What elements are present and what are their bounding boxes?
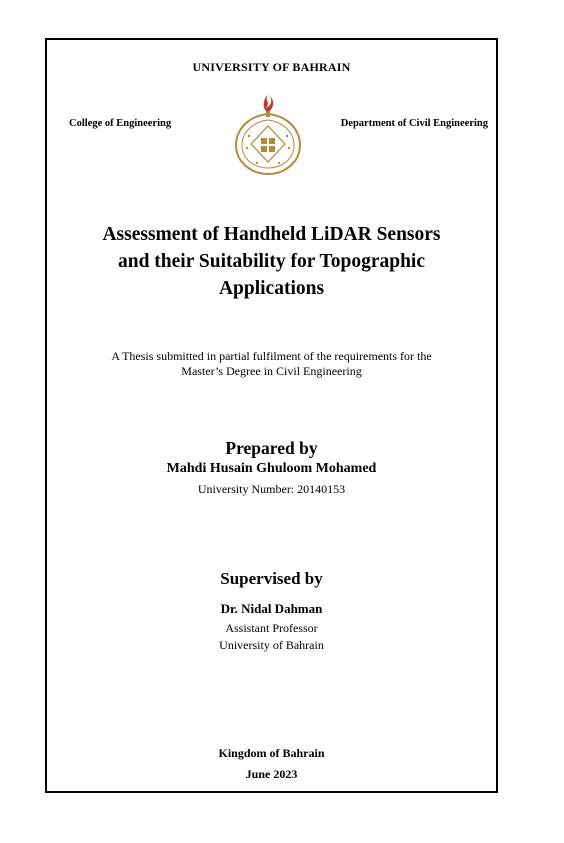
supervised-by-heading: Supervised by (220, 569, 323, 588)
supervisor-affiliation: University of Bahrain (219, 638, 324, 652)
supervisor-name: Dr. Nidal Dahman (220, 601, 323, 616)
supervisor-role: Assistant Professor (225, 621, 318, 635)
thesis-title-line: Applications (218, 278, 325, 299)
prepared-by-heading: Prepared by (225, 438, 318, 458)
country: Kingdom of Bahrain (218, 746, 325, 760)
submission-date: June 2023 (245, 767, 298, 781)
college-name: College of Engineering (69, 118, 172, 129)
thesis-title (47, 221, 496, 302)
author-name: Mahdi Husain Ghuloom Mohamed (166, 461, 377, 476)
page-border-frame (45, 38, 498, 793)
university-seal-icon (233, 90, 303, 176)
thesis-statement-line: A Thesis submitted in partial fulfilment of the requirements for the (111, 349, 432, 363)
university-name: UNIVERSITY OF BAHRAIN (192, 60, 351, 74)
department-name: Department of Civil Engineering (340, 118, 488, 129)
thesis-statement-line: Master’s Degree in Civil Engineering (181, 364, 362, 378)
thesis-statement (47, 349, 496, 379)
thesis-title-line: Assessment of Handheld LiDAR Sensors (102, 224, 441, 245)
university-number: University Number: 20140153 (197, 482, 346, 496)
thesis-title-line: and their Suitability for Topographic (117, 251, 426, 272)
